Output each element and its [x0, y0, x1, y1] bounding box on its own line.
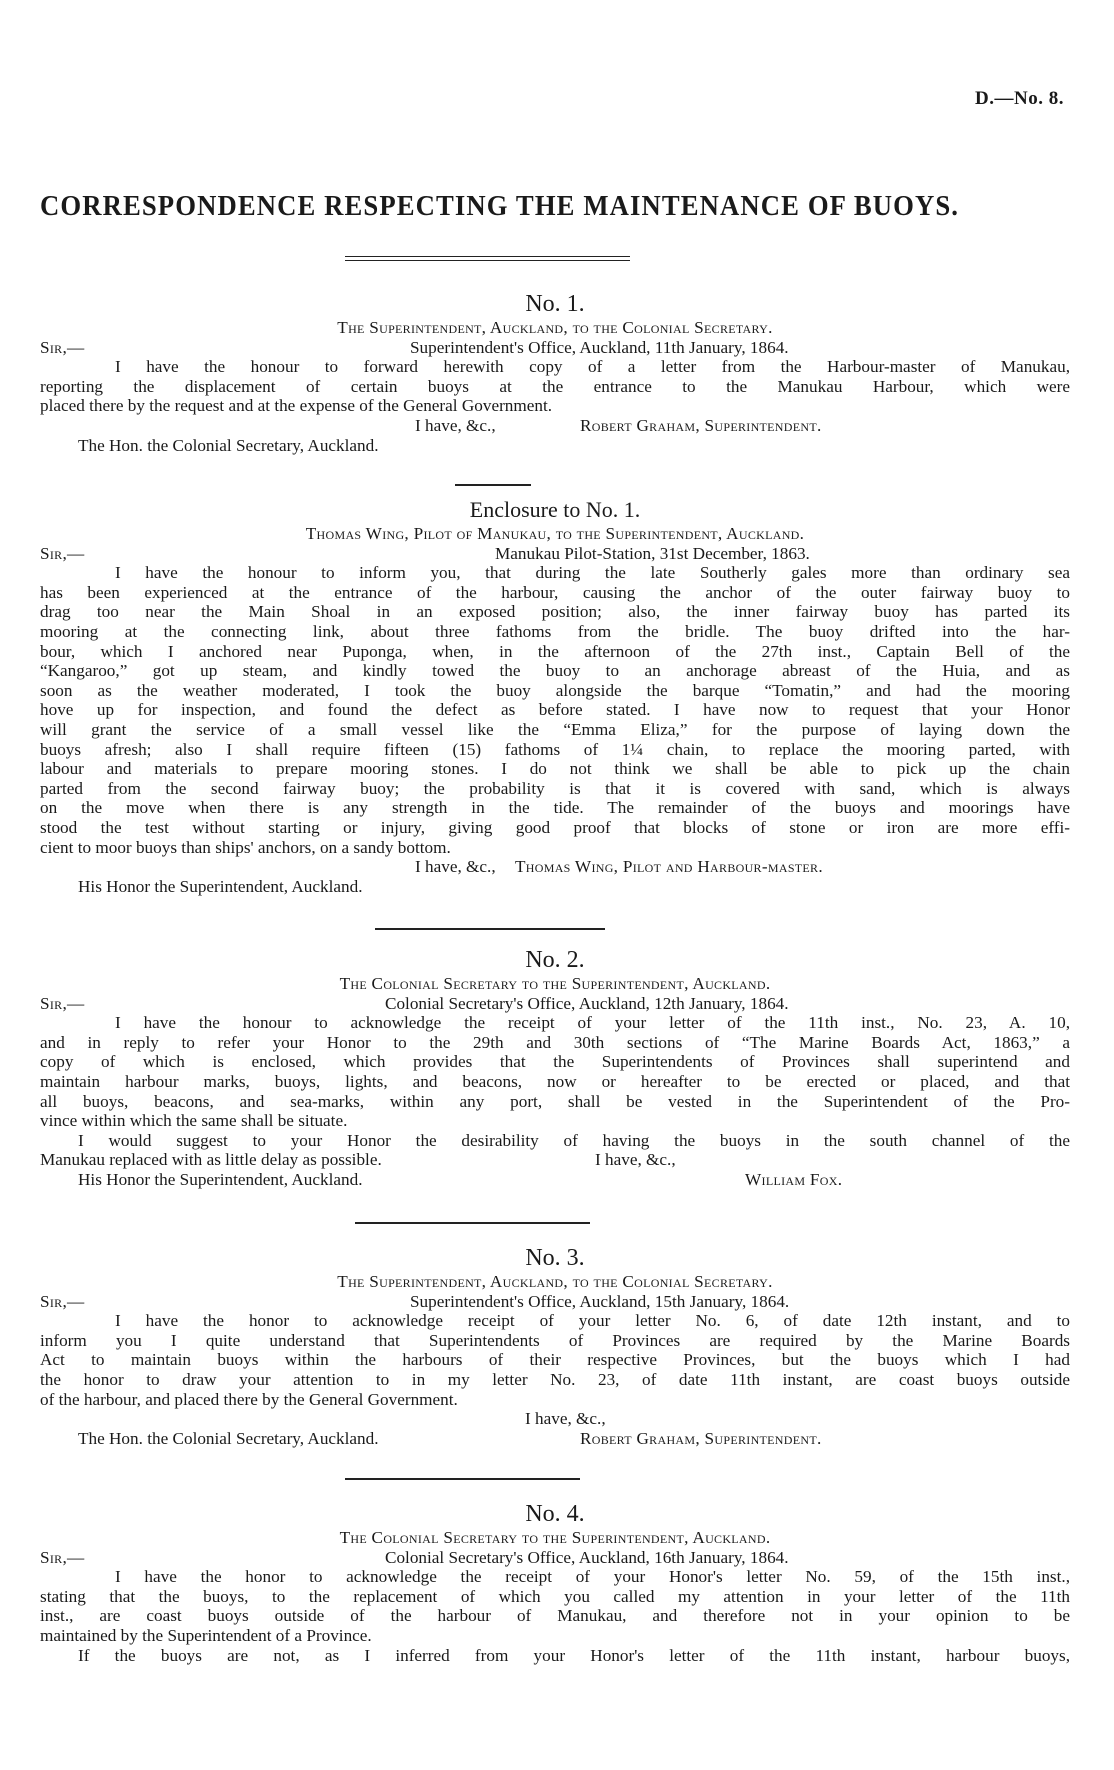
closing: I have, &c., [525, 1409, 606, 1429]
body-line: labour and materials to prepare mooring stones. I do not think we shall be able to pick up the chain [40, 759, 1070, 779]
closing: I have, &c., [595, 1150, 676, 1170]
dateline: Superintendent's Office, Auckland, 11th January, 1864. [410, 337, 789, 357]
body-line: I have the honor to acknowledge the receipt of your Honor's letter No. 59, of the 15th inst., [115, 1567, 1070, 1587]
addressee: His Honor the Superintendent, Auckland. [78, 876, 363, 896]
letter-body [40, 1311, 1070, 1409]
addressee: His Honor the Superintendent, Auckland. [78, 1169, 363, 1189]
letter-body [40, 1013, 1070, 1150]
body-line: vince within which the same shall be situate. [40, 1111, 348, 1131]
salutation: Sir,— [40, 1291, 85, 1311]
body-line: and in reply to refer your Honor to the 29th and 30th sections of “The Marine Boards Act, 1863,” a [40, 1032, 1070, 1052]
signature: Robert Graham, Superintendent. [580, 1428, 822, 1448]
body-line: If the buoys are not, as I inferred from your Honor's letter of the 11th instant, harbour buoys, [78, 1645, 1070, 1665]
body-line: stood the test without starting or injury, giving good proof that blocks of stone or iron are more effi- [40, 817, 1070, 837]
letter-no-2 [40, 946, 1070, 1190]
letter-from-to: The Superintendent, Auckland, to the Colonial Secretary. [337, 318, 773, 337]
body-line: will grant the service of a small vessel like the “Emma Eliza,” for the purpose of laying down the [40, 719, 1070, 739]
closing: I have, &c., [415, 415, 496, 435]
letter-from-to: The Colonial Secretary to the Superintendent, Auckland. [339, 974, 771, 993]
body-line: parted from the second fairway buoy; the probability is that it is covered with sand, which is always [40, 778, 1070, 798]
closing: I have, &c., [415, 857, 496, 877]
body-line: Act to maintain buoys within the harbours of their respective Provinces, but the buoys which I had [40, 1350, 1070, 1370]
dateline: Colonial Secretary's Office, Auckland, 16th January, 1864. [385, 1547, 789, 1567]
signature: Robert Graham, Superintendent. [580, 415, 822, 435]
letter-heading: Enclosure to No. 1. [469, 497, 641, 522]
letter-no-1 [40, 290, 1070, 455]
body-line: stating that the buoys, to the replacement of which you called my attention in your letter of the 11th [40, 1586, 1070, 1606]
body-line: soon as the weather moderated, I took the buoy alongside the barque “Tomatin,” and had the mooring [40, 680, 1070, 700]
body-line: I have the honour to acknowledge the receipt of your letter of the 11th inst., No. 23, A. 10, [115, 1013, 1070, 1033]
dateline: Manukau Pilot-Station, 31st December, 1863. [495, 543, 810, 563]
page-reference: D.—No. 8. [975, 88, 1064, 109]
dateline: Superintendent's Office, Auckland, 15th January, 1864. [410, 1291, 790, 1311]
section-rule [355, 1222, 590, 1224]
salutation: Sir,— [40, 993, 85, 1013]
body-line: all buoys, beacons, and sea-marks, within any port, shall be vested in the Superintendent of the Pro- [40, 1091, 1070, 1111]
body-line: drag too near the Main Shoal in an exposed position; also, the inner fairway buoy has parted its [40, 602, 1070, 622]
section-rule [345, 1478, 580, 1480]
letter-heading: No. 3. [525, 1245, 585, 1271]
body-line: I have the honour to inform you, that during the late Southerly gales more than ordinary sea [115, 563, 1070, 583]
body-line: inform you I quite understand that Superintendents of Provinces are required by the Marine Boards [40, 1330, 1070, 1350]
addressee: The Hon. the Colonial Secretary, Auckland. [78, 1428, 379, 1448]
body-line: bour, which I anchored near Puponga, when, in the afternoon of the 27th inst., Captain Bell of the [40, 641, 1070, 661]
signature: Thomas Wing, Pilot and Harbour-master. [515, 857, 823, 877]
signature: William Fox. [745, 1169, 843, 1189]
letter-no-4 [40, 1500, 1070, 1665]
letter-from-to: The Superintendent, Auckland, to the Colonial Secretary. [337, 1272, 773, 1291]
letter-body [40, 1567, 1070, 1665]
addressee: The Hon. the Colonial Secretary, Auckland. [78, 435, 379, 455]
body-line: copy of which is enclosed, which provides that the Superintendents of Provinces shall superintend and [40, 1052, 1070, 1072]
letter-no-3 [40, 1244, 1070, 1448]
body-line: placed there by the request and at the expense of the General Government. [40, 396, 553, 416]
body-line: mooring at the connecting link, about three fathoms from the bridle. The buoy drifted into the har- [40, 621, 1070, 641]
letter-from-to: Thomas Wing, Pilot of Manukau, to the Superintendent, Auckland. [305, 524, 805, 543]
letter-from-to: The Colonial Secretary to the Superintendent, Auckland. [339, 1528, 771, 1547]
body-line: on the move when there is any strength in the tide. The remainder of the buoys and moorings have [40, 798, 1070, 818]
dateline: Colonial Secretary's Office, Auckland, 12th January, 1864. [385, 993, 789, 1013]
salutation: Sir,— [40, 337, 85, 357]
document-title: CORRESPONDENCE RESPECTING THE MAINTENANCE OF BUOYS. [40, 190, 960, 222]
body-line: Manukau replaced with as little delay as possible. [40, 1150, 382, 1170]
body-line: cient to moor buoys than ships' anchors, on a sandy bottom. [40, 837, 451, 857]
body-line: hove up for inspection, and found the defect as before stated. I have now to request that your Honor [40, 700, 1070, 720]
body-line: I have the honour to forward herewith copy of a letter from the Harbour-master of Manukau, [115, 357, 1070, 377]
salutation: Sir,— [40, 543, 85, 563]
letter-body [40, 563, 1070, 857]
body-line: maintained by the Superintendent of a Province. [40, 1625, 372, 1645]
letter-heading: No. 2. [525, 947, 585, 973]
body-line: has been experienced at the entrance of the harbour, causing the anchor of the outer fairway buoy to [40, 582, 1070, 602]
body-line: I would suggest to your Honor the desirability of having the buoys in the south channel of the [78, 1130, 1070, 1150]
body-line: the honor to draw your attention to in my letter No. 23, of date 11th instant, are coast buoys outside [40, 1369, 1070, 1389]
salutation: Sir,— [40, 1547, 85, 1567]
section-rule [375, 928, 605, 930]
body-line: “Kangaroo,” got up steam, and kindly towed the buoy to an anchorage abreast of the Huia, and as [40, 661, 1070, 681]
body-line: reporting the displacement of certain buoys at the entrance to the Manukau Harbour, which were [40, 376, 1070, 396]
enclosure-to-no-1 [40, 496, 1070, 896]
title-rule [345, 256, 630, 261]
body-line: of the harbour, and placed there by the General Government. [40, 1389, 458, 1409]
section-rule [455, 484, 531, 486]
body-line: buoys afresh; also I shall require fifteen (15) fathoms of 1¼ chain, to replace the mooring parted, with [40, 739, 1070, 759]
letter-heading: No. 4. [525, 1501, 585, 1527]
body-line: maintain harbour marks, buoys, lights, and beacons, now or hereafter to be erected or placed, and that [40, 1071, 1070, 1091]
body-line: I have the honor to acknowledge receipt of your letter No. 6, of date 12th instant, and to [115, 1311, 1070, 1331]
letter-heading: No. 1. [525, 291, 585, 317]
body-line: inst., are coast buoys outside of the harbour of Manukau, and therefore not in your opinion to be [40, 1606, 1070, 1626]
letter-body [40, 357, 1070, 416]
